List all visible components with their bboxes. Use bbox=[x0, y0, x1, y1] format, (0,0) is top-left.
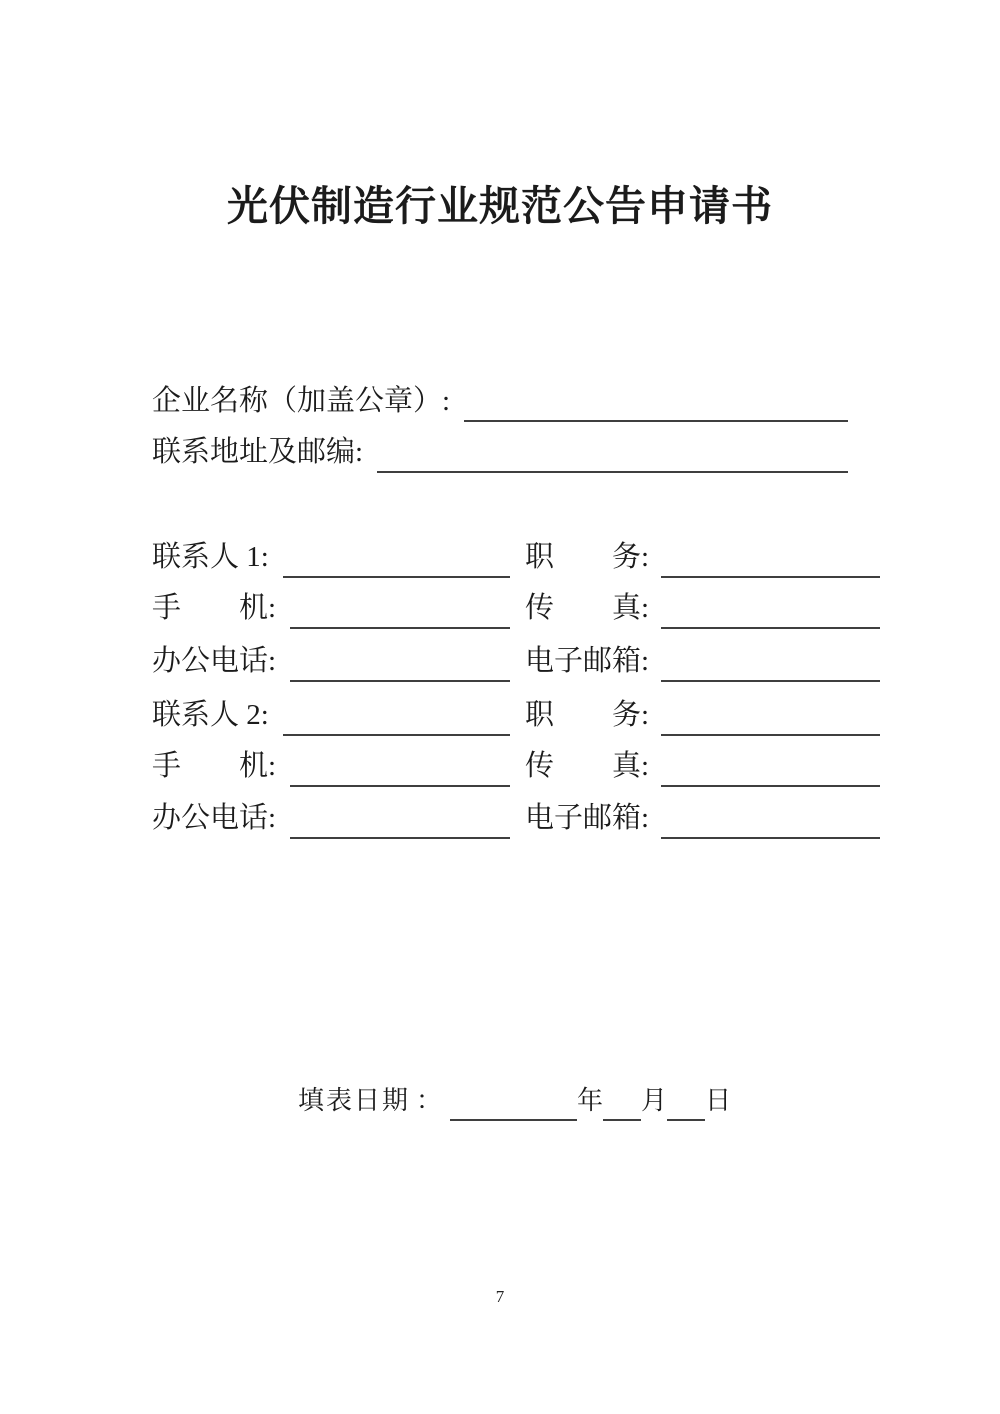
contact1-name-position-row bbox=[152, 543, 880, 572]
company-name-blank-line bbox=[464, 420, 848, 422]
date-day-label: 日 bbox=[705, 1086, 732, 1115]
contact2-name-position-row bbox=[152, 701, 880, 730]
contact2-mobile-label: 手机: bbox=[152, 750, 277, 782]
address-colon: : bbox=[355, 436, 364, 468]
address-label: 联系地址及邮编: bbox=[152, 436, 364, 468]
company-name-colon: : bbox=[442, 385, 451, 417]
contact2-fax-label: 传真: bbox=[525, 750, 650, 782]
contact1-fax-blank-line bbox=[661, 627, 880, 629]
company-name-row bbox=[152, 387, 848, 416]
date-line-row bbox=[298, 1087, 731, 1115]
contact1-name-label: 联系人 1: bbox=[152, 541, 269, 573]
address-blank-line bbox=[377, 471, 848, 473]
contact2-name-label: 联系人 2: bbox=[152, 699, 269, 731]
contact1-mobile-label: 手机: bbox=[152, 592, 277, 624]
contact2-fax-blank-line bbox=[661, 785, 880, 787]
contact2-name-blank-line bbox=[283, 734, 510, 736]
date-month-label: 月 bbox=[641, 1086, 668, 1115]
contact1-phone-email-row bbox=[152, 647, 880, 676]
date-month-blank-line bbox=[603, 1119, 641, 1121]
date-year-label: 年 bbox=[577, 1086, 604, 1115]
contact1-office-phone-blank-line bbox=[290, 680, 510, 682]
address-row bbox=[152, 438, 848, 467]
date-colon: ： bbox=[416, 1086, 443, 1115]
contact2-position-label: 职务: bbox=[525, 699, 650, 731]
contact2-phone-email-row bbox=[152, 804, 880, 833]
contact2-position-blank-line bbox=[661, 734, 880, 736]
page-number: 7 bbox=[495, 1287, 505, 1306]
contact1-position-blank-line bbox=[661, 576, 880, 578]
company-name-label: 企业名称（加盖公章）: bbox=[152, 385, 451, 417]
contact1-name-blank-line bbox=[283, 576, 510, 578]
contact2-mobile-fax-row bbox=[152, 752, 880, 781]
contact1-email-blank-line bbox=[661, 680, 880, 682]
contact1-fax-label: 传真: bbox=[525, 592, 650, 624]
contact2-email-blank-line bbox=[661, 837, 880, 839]
contact1-mobile-fax-row bbox=[152, 594, 880, 623]
date-day-blank-line bbox=[667, 1119, 705, 1121]
contact2-office-phone-label: 办公电话: bbox=[152, 802, 277, 834]
contact2-email-label: 电子邮箱: bbox=[525, 802, 650, 834]
contact1-office-phone-label: 办公电话: bbox=[152, 645, 277, 677]
contact2-mobile-blank-line bbox=[290, 785, 510, 787]
contact2-office-phone-blank-line bbox=[290, 837, 510, 839]
contact1-position-label: 职务: bbox=[525, 541, 650, 573]
page-title: 光伏制造行业规范公告申请书 bbox=[227, 183, 773, 229]
contact1-mobile-blank-line bbox=[290, 627, 510, 629]
contact1-email-label: 电子邮箱: bbox=[525, 645, 650, 677]
date-year-blank-line bbox=[450, 1119, 577, 1121]
date-label: 填表日期 bbox=[298, 1086, 411, 1115]
